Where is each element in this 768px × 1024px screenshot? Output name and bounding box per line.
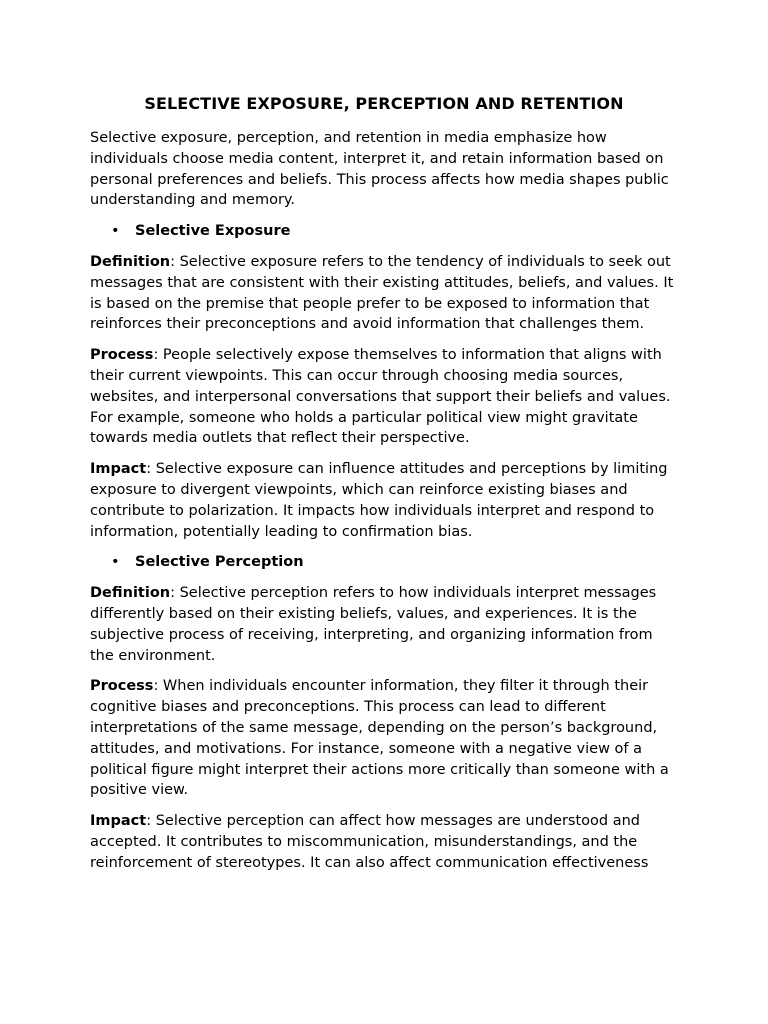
term-label: Impact xyxy=(90,461,147,478)
perception-process-paragraph xyxy=(90,676,678,801)
bullet-icon: • xyxy=(111,554,120,571)
section-heading-text: Selective Perception xyxy=(135,554,304,571)
exposure-impact-paragraph xyxy=(90,459,678,542)
perception-definition-paragraph xyxy=(90,583,678,666)
paragraph-text: : Selective perception can affect how messages are understood and accepted. It contributes to miscommunication, misunderstandings, and the reinforcement of stereotypes. It can also affect communication effectiveness xyxy=(90,813,649,871)
perception-impact-paragraph xyxy=(90,811,678,873)
paragraph-text: : When individuals encounter information, they filter it through their cognitive biases and preconceptions. This process can lead to different interpretations of the same message, depending on the person’s background, attitudes, and motivations. For instance, someone with a negative view of a political figure might interpret their actions more critically than someone with a positive view. xyxy=(90,678,669,799)
document-title: SELECTIVE EXPOSURE, PERCEPTION AND RETENTION xyxy=(144,94,624,113)
paragraph-text: : People selectively expose themselves to information that aligns with their current viewpoints. This can occur through choosing media sources, websites, and interpersonal conversations that support their beliefs and values. For example, someone who holds a particular political view might gravitate towards media outlets that reflect their perspective. xyxy=(90,347,671,447)
exposure-definition-paragraph xyxy=(90,252,678,335)
term-label: Definition xyxy=(90,585,171,602)
term-label: Process xyxy=(90,347,154,364)
term-label: Definition xyxy=(90,253,171,270)
paragraph-text: : Selective perception refers to how individuals interpret messages differently based on their existing beliefs, values, and experiences. It is the subjective process of receiving, interpreting, and organizing information from the environment. xyxy=(90,585,657,664)
intro-paragraph: Selective exposure, perception, and retention in media emphasize how individuals choose media content, interpret it, and retain information based on personal preferences and beliefs. This process affects how media shapes public understanding and memory. xyxy=(90,130,669,209)
section-heading-selective-exposure xyxy=(90,221,678,242)
section-heading-selective-perception xyxy=(90,552,678,573)
bullet-icon: • xyxy=(111,223,120,240)
term-label: Impact xyxy=(90,813,147,830)
exposure-process-paragraph xyxy=(90,345,678,449)
paragraph-text: : Selective exposure refers to the tendency of individuals to seek out messages that are consistent with their existing attitudes, beliefs, and values. It is based on the premise that people prefer to be exposed to information that reinforces their preconceptions and avoid information that challenges them. xyxy=(90,253,674,333)
term-label: Process xyxy=(90,678,154,695)
section-heading-text: Selective Exposure xyxy=(135,223,291,240)
paragraph-text: : Selective exposure can influence attitudes and perceptions by limiting exposure to divergent viewpoints, which can reinforce existing biases and contribute to polarization. It impacts how individuals interpret and respond to information, potentially leading to confirmation bias. xyxy=(90,461,668,540)
